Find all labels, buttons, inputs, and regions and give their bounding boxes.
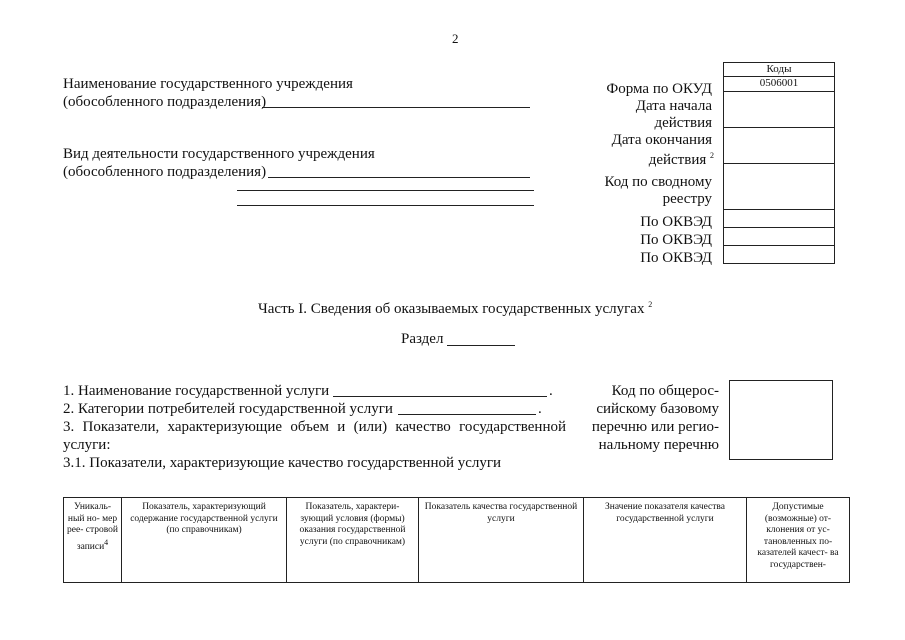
page-number: 2: [452, 31, 459, 46]
institution-label-1: Наименование государственного учреждения: [63, 76, 353, 92]
consumer-categories-period: .: [538, 401, 542, 417]
part-title-footnote: 2: [648, 300, 653, 309]
code-list-box[interactable]: [729, 380, 833, 460]
okved-label-3: По ОКВЭД: [640, 250, 712, 266]
registry-code-cell[interactable]: [723, 164, 835, 210]
indicators-label-2: услуги:: [63, 437, 111, 453]
start-date-cell[interactable]: [723, 92, 835, 128]
consumer-categories-input-line[interactable]: [398, 414, 536, 415]
code-list-label-3: перечню или регио-: [591, 419, 719, 435]
code-list-label-1: Код по общерос-: [611, 383, 719, 399]
header-unique-number: Уникаль- ный но- мер рее- стровой записи$^4$: [64, 498, 122, 583]
header-unique-number-footnote: 4: [104, 537, 109, 547]
service-name-input-line[interactable]: [333, 396, 547, 397]
start-date-label-2: действия: [654, 115, 712, 131]
service-name-period: .: [549, 383, 553, 399]
end-date-label-1: Дата окончания: [611, 132, 712, 148]
okved-cell-1[interactable]: [723, 210, 835, 228]
table-header-row: [64, 498, 850, 583]
header-quality-indicator: Показатель качества государственной услуги: [419, 498, 584, 583]
header-content-indicator: Показатель, характеризующий содержание государственной услуги (по справочникам): [122, 498, 287, 583]
code-list-label-2: сийскому базовому: [596, 401, 719, 417]
activity-input-line-3[interactable]: [237, 205, 534, 206]
section-label: Раздел: [401, 331, 444, 347]
code-list-label-4: нальному перечню: [598, 437, 719, 453]
registry-label-2: реестру: [662, 191, 712, 207]
okved-cell-3[interactable]: [723, 246, 835, 264]
codes-header: Коды: [723, 62, 835, 77]
activity-label-2: (обособленного подразделения): [63, 164, 267, 180]
activity-label-1: Вид деятельности государственного учреждения: [63, 146, 375, 162]
activity-input-line-1[interactable]: [268, 177, 530, 178]
okved-cell-2[interactable]: [723, 228, 835, 246]
consumer-categories-label: 2. Категории потребителей государственной услуги: [63, 401, 393, 417]
header-conditions-indicator: Показатель, характери- зующий условия (формы) оказания государственной услуги (по справочникам): [287, 498, 419, 583]
end-date-footnote: 2: [710, 151, 714, 160]
registry-label-1: Код по сводному: [604, 174, 712, 190]
end-date-cell[interactable]: [723, 128, 835, 164]
part-title: Часть I. Сведения об оказываемых государственных услугах $^2$: [258, 300, 653, 317]
section-input-line[interactable]: [447, 345, 515, 346]
okved-label-1: По ОКВЭД: [640, 214, 712, 230]
okud-label: Форма по ОКУД: [606, 81, 712, 97]
okud-code-cell[interactable]: 0506001: [723, 77, 835, 92]
quality-indicators-label: 3.1. Показатели, характеризующие качество государственной услуги: [63, 455, 502, 471]
service-name-label: 1. Наименование государственной услуги: [63, 383, 330, 399]
codes-box: [723, 62, 835, 264]
institution-input-line[interactable]: [262, 107, 530, 108]
okved-label-2: По ОКВЭД: [640, 232, 712, 248]
activity-input-line-2[interactable]: [237, 190, 534, 191]
header-allowed-deviations: Допустимые (возможные) от- клонения от ус- тановленных по- казателей качест- ва государствен-: [747, 498, 850, 583]
start-date-label-1: Дата начала: [635, 98, 712, 114]
header-quality-value: Значение показателя качества государственной услуги: [584, 498, 747, 583]
quality-table: [63, 497, 850, 583]
indicators-label-1: 3. Показатели, характеризующие объем и (или) качество государственной: [63, 419, 566, 435]
institution-label-2: (обособленного подразделения): [63, 94, 267, 110]
end-date-label-2: действия $^2$: [648, 151, 714, 168]
